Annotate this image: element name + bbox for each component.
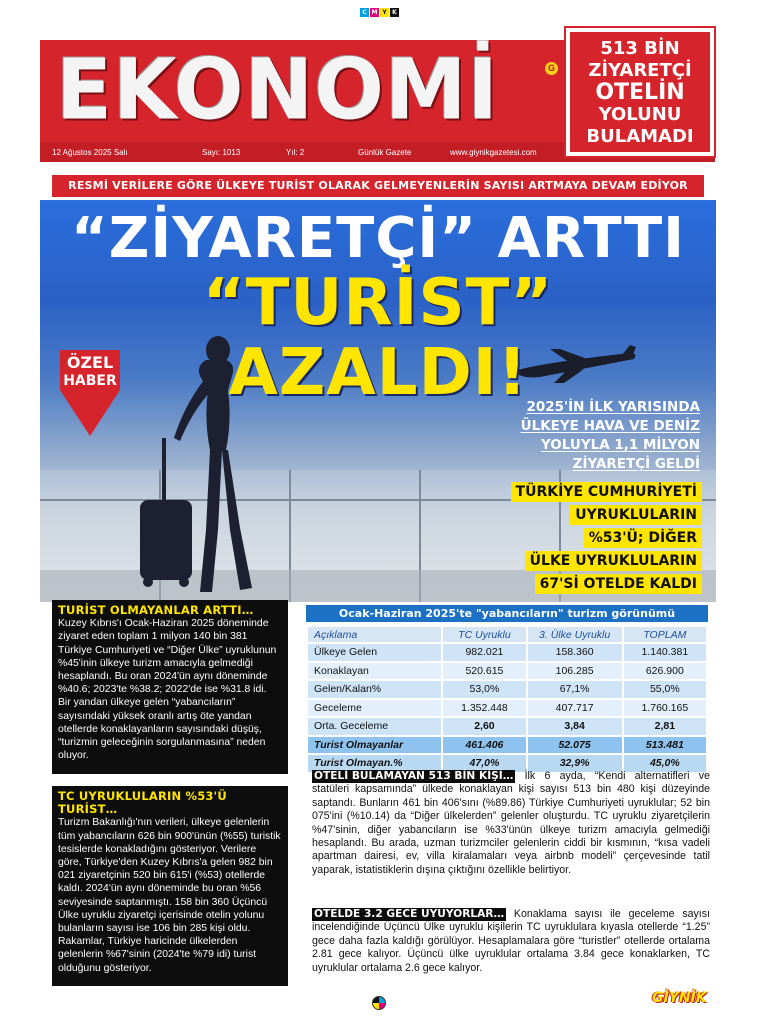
column-header: TOPLAM	[624, 627, 706, 642]
table-cell: 520.615	[443, 663, 525, 680]
main-headline-line2: “TURİST” AZALDI!	[202, 266, 554, 410]
highlight-line: ÜLKE UYRUKLULARIN	[525, 551, 702, 571]
section-heading: TURİST OLMAYANLAR ARTTI…	[58, 603, 254, 617]
article-nights-stay	[312, 908, 710, 975]
table-cell: 106.285	[528, 663, 622, 680]
special-report-badge	[60, 350, 120, 436]
subhead-line: ÜLKEYE HAVA VE DENİZ	[520, 418, 700, 434]
footer-logo: GİYNİK	[652, 990, 707, 1006]
table-row	[308, 644, 706, 661]
registration-mark-icon	[372, 996, 386, 1010]
side-headline-box	[566, 28, 714, 156]
issue-number: Sayı: 1013	[202, 148, 241, 157]
table-cell: 1.760.165	[624, 700, 706, 717]
section-kicker: OTELDE 3.2 GECE UYUYORLAR…	[314, 908, 505, 920]
table-cell: Ülkeye Gelen	[308, 644, 441, 661]
frequency-label: Günlük Gazete	[358, 148, 412, 157]
table-cell: 626.900	[624, 663, 706, 680]
black-swatch: K	[390, 8, 399, 17]
side-headline-line: BULAMADI	[586, 126, 694, 147]
table-cell: Orta. Geceleme	[308, 718, 441, 735]
subhead-line: 2025'İN İLK YARISINDA	[526, 399, 700, 415]
highlight-line: UYRUKLULARIN	[570, 505, 702, 525]
side-headline-line: ZİYARETÇİ	[588, 60, 692, 81]
section-body: Kuzey Kıbrıs'ı Ocak-Haziran 2025 döneminde ziyaret eden toplam 1 milyon 140 bin 381 Türkiye Cumhuriyeti ve “Diğer Ülke” uyruklunun %45'inin ülkeye turizm amacıyla gelmediği hesaplandı. Bu oran 2024'ün aynı döneminde %40.6; 2023'te %38.2; 2022'de ise %31.8 idi. Bir yandan ülkeye gelen “yabancıların” sayısındaki yüksek oranlı artış öte yandan otellerde konaklayanların sayısındaki düşüş, “turizmin geleceğinin sorgulanmasına” neden oluyor.	[58, 618, 277, 762]
cyan-swatch: C	[360, 8, 369, 17]
side-headline-line: 513 BİN	[600, 38, 680, 59]
article-box-tc-nationals	[52, 786, 288, 986]
side-headline-line: YOLUNU	[598, 104, 682, 125]
main-headline-line1: “ZİYARETÇİ” ARTTI	[70, 206, 686, 271]
table-cell: Turist Olmayan.%	[308, 755, 441, 772]
table-cell: Gelen/Kalan%	[308, 681, 441, 698]
table-row	[308, 700, 706, 717]
section-heading: TC UYRUKLULARIN %53'Ü TURİST…	[58, 789, 227, 817]
issue-year: Yıl: 2	[286, 148, 305, 157]
section-body: Turizm Bakanlığı'nın verileri, ülkeye gelenlerin tüm yabancıların 626 bin 900'ünün (%55) turistik tesislerde konakladığını gösteriyor. Verilere göre, Türkiye'den Kuzey Kıbrıs'a gelen 982 bin 021 ziyaretçinin 520 bin 615'i (%53) otellerde kaldı. 2024'ün aynı döneminde bu oran %56 seviyesinde saptanmıştı. 158 bin 360 Üçüncü Ülke uyruklu ziyaretçi içerisinde otelin yolunu bulanların sayısı ise 106 bin 285 kişi oldu. Rakamlar, Türkiye haricinde ülkelerden gelenlerin %67'sinin (2024'te %79 idi) turist olduğunu gösteriyor.	[58, 817, 281, 974]
table-cell: 407.717	[528, 700, 622, 717]
table-row	[308, 718, 706, 735]
magenta-swatch: M	[371, 9, 378, 16]
table-cell: Turist Olmayanlar	[308, 737, 441, 754]
table-cell: 461.406	[443, 737, 525, 754]
article-box-non-tourists	[52, 600, 288, 774]
g-logo-icon: G	[545, 62, 558, 75]
side-headline-line: OTELİN	[595, 80, 685, 105]
subhead-line: ZİYARETÇİ GELDİ	[572, 456, 700, 472]
highlight-line: TÜRKİYE CUMHURİYETİ	[511, 482, 702, 502]
article-hotel-missing	[312, 770, 710, 877]
table-cell: 67,1%	[528, 681, 622, 698]
table-cell: 53,0%	[443, 681, 525, 698]
table-row	[308, 737, 706, 754]
tourism-stats-table	[306, 605, 708, 770]
section-body: İlk 6 ayda, “Kendi alternatifleri ve statüleri kapsamında” ülkede konaklayan kişi sayısı 513 bin 480 kişi düzeyinde saptandı. Bunların 461 bin 406'sını (%89.86) Türkiye Cumhuriyeti uyruklular; 52 bin 075'ini (%10.14) da “Diğer ülkelerden” gelenler oluşturdu. TC uyruklu ziyaretçilerin %47'sinin, diğer yabancıların ise %33'ünün ülkeye turizm amacıyla gelmediği hesaplandı. Bu arada, uzman turizmciler gelenlerin ciddi bir kısmının, “kısa vadeli apartman dairesi, ev, villa kiralamaları veya airbnb modeli” çerçevesinde tatil yaparak, istatistiklerin dışına çıktığını özellikle belirtiyor.	[312, 770, 710, 876]
table-title: Ocak-Haziran 2025'te "yabancıların" turizm görünümü	[306, 605, 708, 622]
table-cell: Konaklayan	[308, 663, 441, 680]
highlight-line: 67'Sİ OTELDE KALDI	[535, 574, 702, 594]
table-cell: 32,9%	[528, 755, 622, 772]
cmyk-registration	[360, 8, 399, 17]
subhead-visitors	[488, 398, 700, 474]
table-header-row	[308, 627, 706, 642]
column-header: Açıklama	[308, 627, 441, 642]
table-cell: 982.021	[443, 644, 525, 661]
highlight-line: %53'Ü; DİĞER	[584, 528, 702, 548]
table-cell: 158.360	[528, 644, 622, 661]
table-cell: 1.140.381	[624, 644, 706, 661]
section-kicker: OTELİ BULAMAYAN 513 BİN KİŞİ…	[314, 770, 514, 782]
table-cell: 55,0%	[624, 681, 706, 698]
subhead-hotel-stay	[450, 482, 702, 597]
badge-line2: HABER	[63, 373, 117, 389]
table-row	[308, 663, 706, 680]
table-cell: 3,84	[528, 718, 622, 735]
section-body: Konaklama sayısı ile geceleme sayısı incelendiğinde Üçüncü Ülke uyruklu kişilerin TC uyruklulara kıyasla otellerde “1.25” gece daha fazla kaldığı görülüyor. Hesaplamalara göre “turistler” otellerde ortalama 2.81 gece kalıyor. Üçüncü ülke uyruklular ortalama 3.84 gece konaklarken, TC uyruklular ortalama 2.6 gece kalıyor.	[312, 908, 710, 974]
column-header: 3. Ülke Uyruklu	[528, 627, 622, 642]
subhead-line: YOLUYLA 1,1 MİLYON	[540, 437, 700, 453]
table-cell: 2,60	[443, 718, 525, 735]
table-cell: 45,0%	[624, 755, 706, 772]
table-cell: 47,0%	[443, 755, 525, 772]
newspaper-logo: EKONOMİ	[56, 42, 500, 139]
column-header: TC Uyruklu	[443, 627, 525, 642]
top-banner: RESMİ VERİLERE GÖRE ÜLKEYE TURİST OLARAK GELMEYENLERİN SAYISI ARTMAYA DEVAM EDİYOR	[52, 175, 704, 197]
table-cell: 513.481	[624, 737, 706, 754]
website-link[interactable]: www.giynikgazetesi.com	[450, 148, 537, 157]
badge-line1: ÖZEL	[66, 353, 114, 372]
stats-table	[306, 625, 708, 774]
yellow-swatch: Y	[380, 8, 389, 17]
issue-date: 12 Ağustos 2025 Salı	[52, 148, 128, 157]
table-cell: Geceleme	[308, 700, 441, 717]
table-row	[308, 681, 706, 698]
table-cell: 2,81	[624, 718, 706, 735]
table-cell: 52.075	[528, 737, 622, 754]
table-cell: 1.352.448	[443, 700, 525, 717]
